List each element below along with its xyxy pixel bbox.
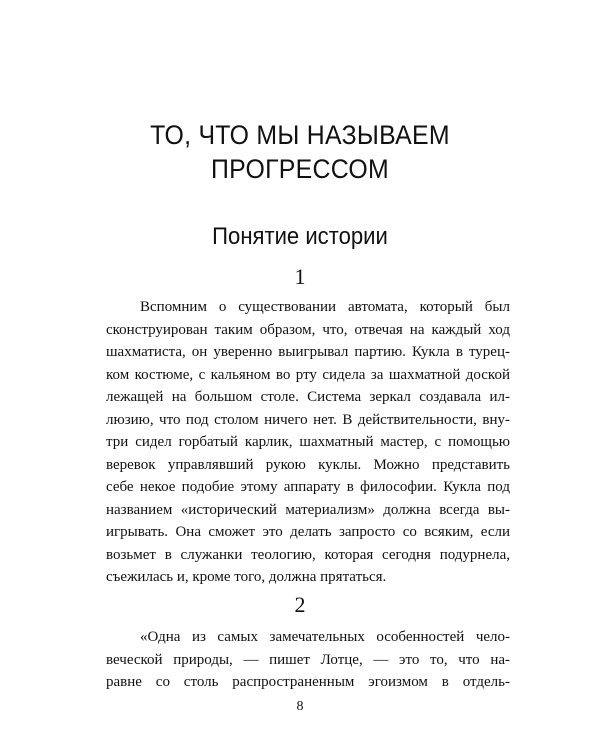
paragraph-2 bbox=[106, 626, 510, 694]
text-line: веческой природы, — пишет Лотце, — это то, что на- bbox=[106, 651, 510, 668]
text-line: Вспомним о существовании автомата, который был bbox=[140, 299, 510, 315]
paragraph-1 bbox=[106, 296, 510, 589]
text-line: возьмет в служанки теологию, которая сегодня подурнела, bbox=[106, 546, 510, 563]
chapter-title-line-2: ПРОГРЕССОМ bbox=[211, 154, 389, 184]
part-number-1: 1 bbox=[294, 264, 306, 289]
part-number-2: 2 bbox=[294, 592, 306, 617]
page-number: 8 bbox=[296, 699, 304, 714]
text-line: ком костюме, с кальяном во рту сидела за шахматной доской bbox=[106, 366, 510, 383]
chapter-title bbox=[24, 118, 576, 186]
text-line: игрывать. Она сможет это делать запросто со всяким, если bbox=[106, 524, 510, 540]
text-line: названием «исторический материализм» должна всегда вы- bbox=[106, 501, 510, 518]
text-line: люзию, что под столом ничего нет. В действительности, вну- bbox=[106, 411, 510, 428]
text-line: съежилась и, кроме того, должна прятаться. bbox=[106, 569, 387, 585]
text-line: веревок управлявший рукою куклы. Можно представить bbox=[106, 456, 510, 473]
text-line: шахматиста, он уверенно выигрывал партию. Кукла в турец- bbox=[106, 344, 510, 360]
text-line: себе некое подобие этому аппарату в философии. Кукла под bbox=[106, 479, 510, 495]
text-line: три сидел горбатый карлик, шахматный мастер, с помощью bbox=[106, 434, 510, 450]
section-title: Понятие истории bbox=[212, 223, 388, 250]
text-line: «Одна из самых замечательных особенностей чело- bbox=[140, 629, 510, 645]
chapter-title-line-1: ТО, ЧТО МЫ НАЗЫВАЕМ bbox=[150, 120, 450, 150]
text-line: равне со столь распространенным эгоизмом в отдель- bbox=[106, 674, 510, 690]
text-line: сконструирован таким образом, что, отвечая на каждый ход bbox=[106, 321, 510, 338]
text-line: лежащей на большом столе. Система зеркал создавала ил- bbox=[106, 389, 510, 405]
